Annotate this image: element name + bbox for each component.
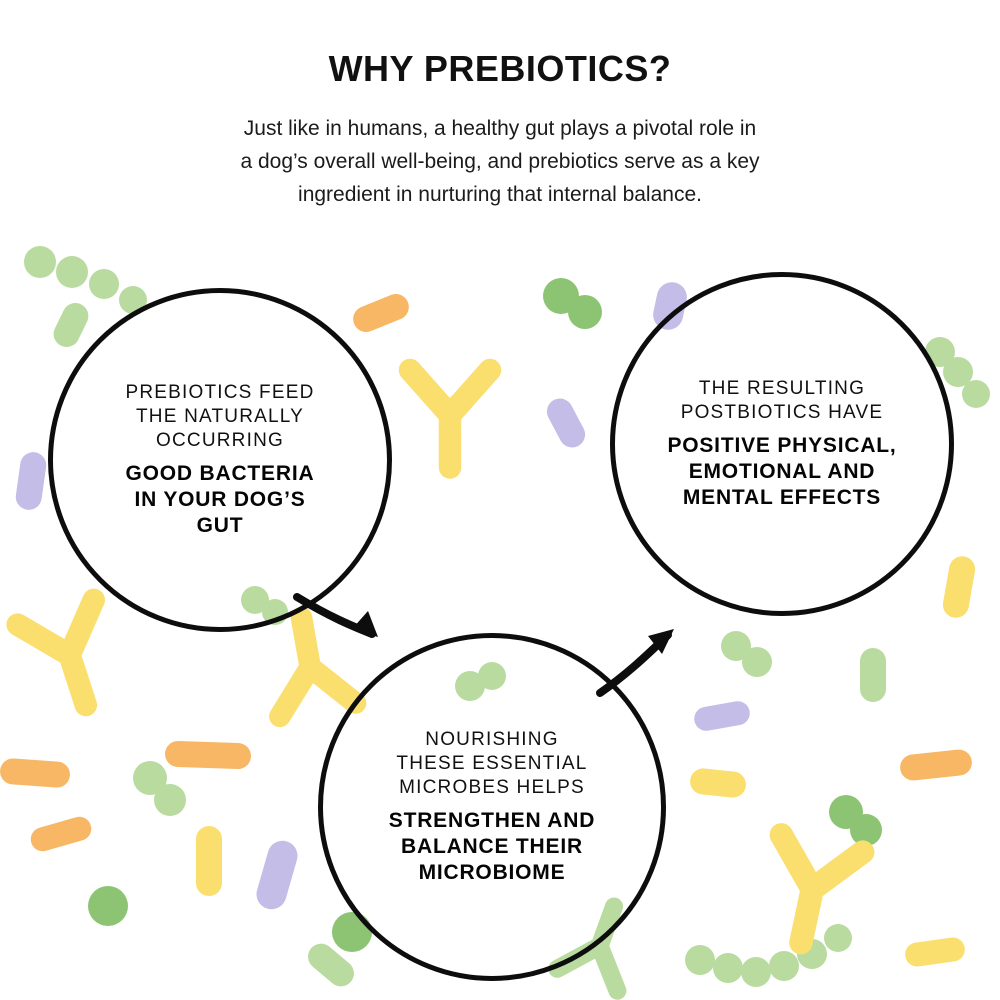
confetti-rod: [899, 748, 973, 781]
text-line: POSITIVE PHYSICAL,: [667, 434, 897, 457]
text-line: MENTAL EFFECTS: [682, 486, 882, 509]
subtitle-line: Just like in humans, a healthy gut plays a pivotal role in: [243, 117, 757, 140]
circle-bold-text: [76, 461, 363, 539]
confetti-dot: [713, 953, 743, 983]
confetti-dot: [154, 784, 186, 816]
confetti-rod: [542, 394, 589, 452]
confetti-rod: [692, 699, 751, 732]
text-line: MICROBES HELPS: [399, 777, 585, 798]
circle-content: [76, 381, 363, 539]
confetti-rod: [49, 299, 93, 352]
header: [0, 0, 1000, 211]
text-line: EMOTIONAL AND: [688, 460, 876, 483]
confetti-rod: [196, 826, 222, 896]
confetti-dot: [685, 945, 715, 975]
confetti-dot: [824, 924, 852, 952]
text-line: IN YOUR DOG’S: [134, 488, 306, 511]
text-line: NOURISHING: [425, 729, 559, 750]
confetti-rod: [904, 936, 967, 968]
confetti-y-shape: [410, 370, 490, 468]
confetti-dot: [56, 256, 88, 288]
page-subtitle: [155, 90, 845, 211]
confetti-rod: [689, 767, 747, 799]
subtitle-line: a dog’s overall well-being, and prebiotics serve as a key: [240, 150, 760, 173]
confetti-rod: [860, 648, 886, 702]
confetti-dot: [742, 647, 772, 677]
confetti-y-shape: [264, 611, 356, 717]
text-line: GOOD BACTERIA: [125, 462, 315, 485]
confetti-dot: [88, 886, 128, 926]
confetti-rod: [941, 554, 977, 620]
text-line: POSTBIOTICS HAVE: [680, 402, 884, 423]
confetti-y-shape: [18, 600, 124, 717]
confetti-dot: [769, 951, 799, 981]
subtitle-line: ingredient in nurturing that internal balance.: [298, 183, 702, 206]
circle-light-text: [347, 728, 638, 800]
circle-bold-text: [347, 808, 638, 886]
confetti-dot: [568, 295, 602, 329]
text-line: PREBIOTICS FEED: [125, 382, 315, 403]
text-line: THESE ESSENTIAL: [396, 753, 588, 774]
circle-postbiotics-effects: [610, 272, 954, 616]
confetti-rod: [349, 290, 413, 336]
confetti-rod: [253, 837, 301, 913]
circle-nourishing-microbes: [318, 633, 666, 981]
circle-bold-text: [638, 433, 925, 511]
text-line: OCCURRING: [156, 430, 284, 451]
text-line: THE NATURALLY: [136, 406, 304, 427]
text-line: GUT: [196, 514, 244, 537]
text-line: THE RESULTING: [698, 378, 866, 399]
circle-light-text: [638, 377, 925, 425]
circle-content: [347, 728, 638, 886]
confetti-dot: [962, 380, 990, 408]
circle-content: [638, 377, 925, 511]
confetti-rod: [28, 814, 94, 854]
text-line: BALANCE THEIR: [401, 835, 583, 858]
circle-prebiotics-feed: [48, 288, 392, 632]
confetti-rod: [14, 450, 48, 511]
confetti-rod: [0, 758, 71, 789]
circle-light-text: [76, 381, 363, 453]
confetti-dot: [741, 957, 771, 987]
confetti-dot: [24, 246, 56, 278]
text-line: STRENGTHEN AND: [388, 809, 596, 832]
text-line: MICROBIOME: [418, 861, 566, 884]
confetti-dot: [89, 269, 119, 299]
page-title: WHY PREBIOTICS?: [328, 48, 672, 89]
confetti-rod: [165, 741, 252, 770]
